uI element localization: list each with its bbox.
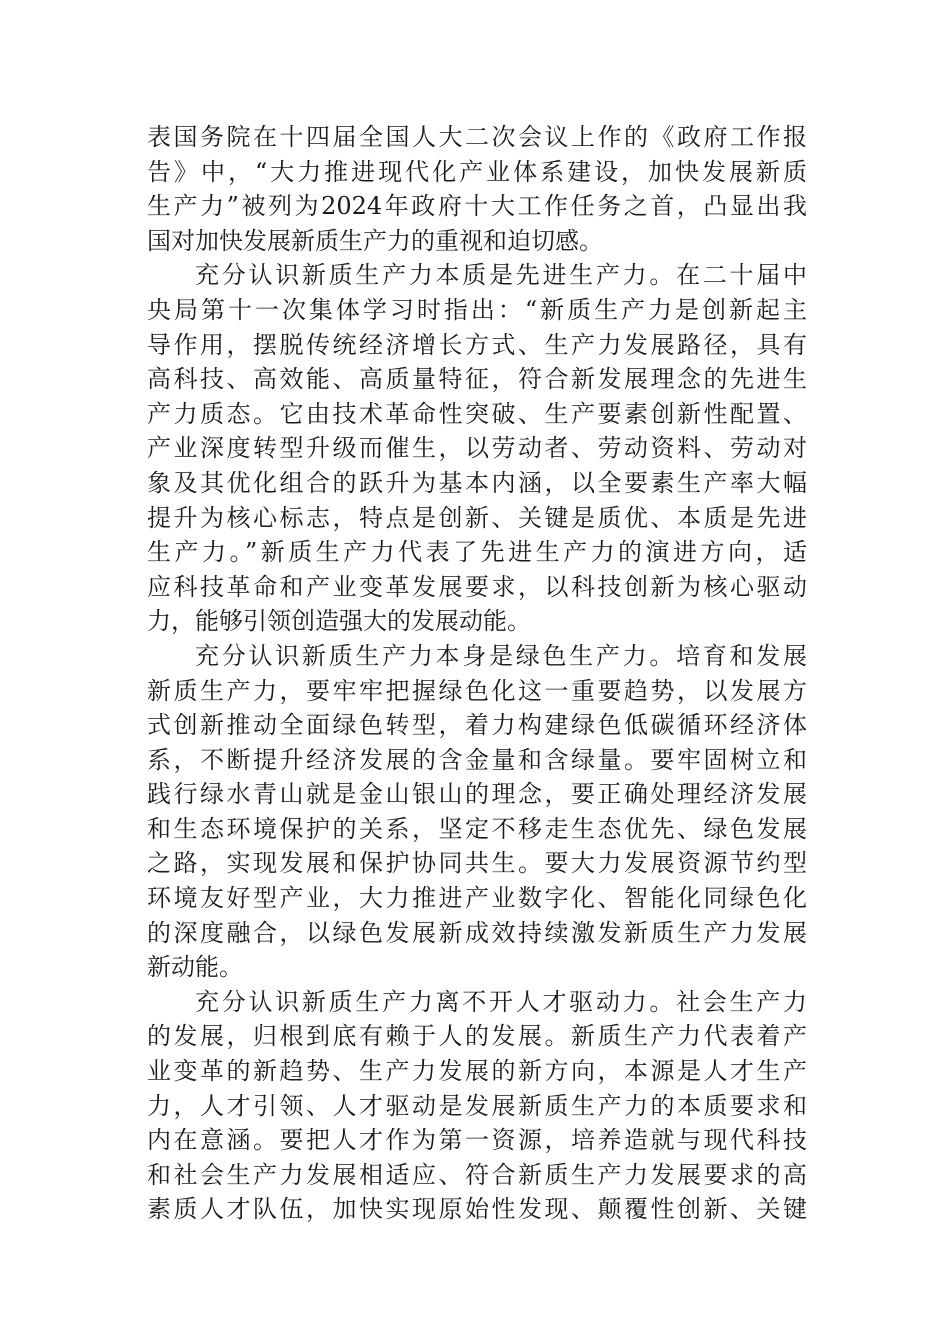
text-line: 生产力。”新质生产力代表了先进生产力的演进方向，适 xyxy=(147,538,807,567)
text-line: 业变革的新趋势、生产力发展的新方向，本源是人才生产 xyxy=(147,1057,807,1086)
text-line: 的发展，归根到底有赖于人的发展。新质生产力代表着产 xyxy=(147,1022,807,1051)
text-line: 之路，实现发展和保护协同共生。要大力发展资源节约型 xyxy=(147,849,807,878)
text-line: 系，不断提升经济发展的含金量和含绿量。要牢固树立和 xyxy=(147,745,807,774)
text-line: 践行绿水青山就是金山银山的理念，要正确处理经济发展 xyxy=(147,780,807,809)
text-line: 央局第十一次集体学习时指出：“新质生产力是创新起主 xyxy=(147,295,807,324)
text-line: 高科技、高效能、高质量特征，符合新发展理念的先进生 xyxy=(147,365,807,394)
text-line: 充分认识新质生产力离不开人才驱动力。社会生产力 xyxy=(195,987,807,1016)
text-line: 力，能够引领创造强大的发展动能。 xyxy=(147,607,531,636)
text-line: 表国务院在十四届全国人大二次会议上作的《政府工作报 xyxy=(147,123,807,151)
text-line: 国对加快发展新质生产力的重视和迫切感。 xyxy=(147,226,603,255)
text-line: 式创新推动全面绿色转型，着力构建绿色低碳循环经济体 xyxy=(147,711,807,740)
text-line: 告》中，“大力推进现代化产业体系建设，加快发展新质 xyxy=(147,157,807,186)
text-line: 提升为核心标志，特点是创新、关键是质优、本质是先进 xyxy=(147,503,807,532)
text-line: 环境友好型产业，大力推进产业数字化、智能化同绿色化 xyxy=(147,884,807,913)
text-line: 和生态环境保护的关系，坚定不移走生态优先、绿色发展 xyxy=(147,814,807,843)
text-line: 生产力”被列为2024年政府十大工作任务之首，凸显出我 xyxy=(147,192,807,221)
text-line: 的深度融合，以绿色发展新成效持续激发新质生产力发展 xyxy=(147,918,807,947)
text-line: 和社会生产力发展相适应、符合新质生产力发展要求的高 xyxy=(147,1160,807,1189)
text-line: 产力质态。它由技术革命性突破、生产要素创新性配置、 xyxy=(147,399,807,428)
text-line: 素质人才队伍，加快实现原始性发现、颠覆性创新、关键 xyxy=(147,1195,807,1224)
text-line: 应科技革命和产业变革发展要求，以科技创新为核心驱动 xyxy=(147,572,807,601)
text-line: 力，人才引领、人才驱动是发展新质生产力的本质要求和 xyxy=(147,1091,807,1120)
text-line: 充分认识新质生产力本身是绿色生产力。培育和发展 xyxy=(195,641,807,670)
text-line: 内在意涵。要把人才作为第一资源，培养造就与现代科技 xyxy=(147,1126,807,1155)
text-line: 充分认识新质生产力本质是先进生产力。在二十届中 xyxy=(195,261,807,290)
text-line: 导作用，摆脱传统经济增长方式、生产力发展路径，具有 xyxy=(147,330,807,359)
text-line: 象及其优化组合的跃升为基本内涵，以全要素生产率大幅 xyxy=(147,468,807,497)
text-line: 产业深度转型升级而催生，以劳动者、劳动资料、劳动对 xyxy=(147,434,807,463)
text-line: 新质生产力，要牢牢把握绿色化这一重要趋势，以发展方 xyxy=(147,676,807,705)
document-body xyxy=(147,120,807,1227)
text-line: 新动能。 xyxy=(147,953,243,982)
